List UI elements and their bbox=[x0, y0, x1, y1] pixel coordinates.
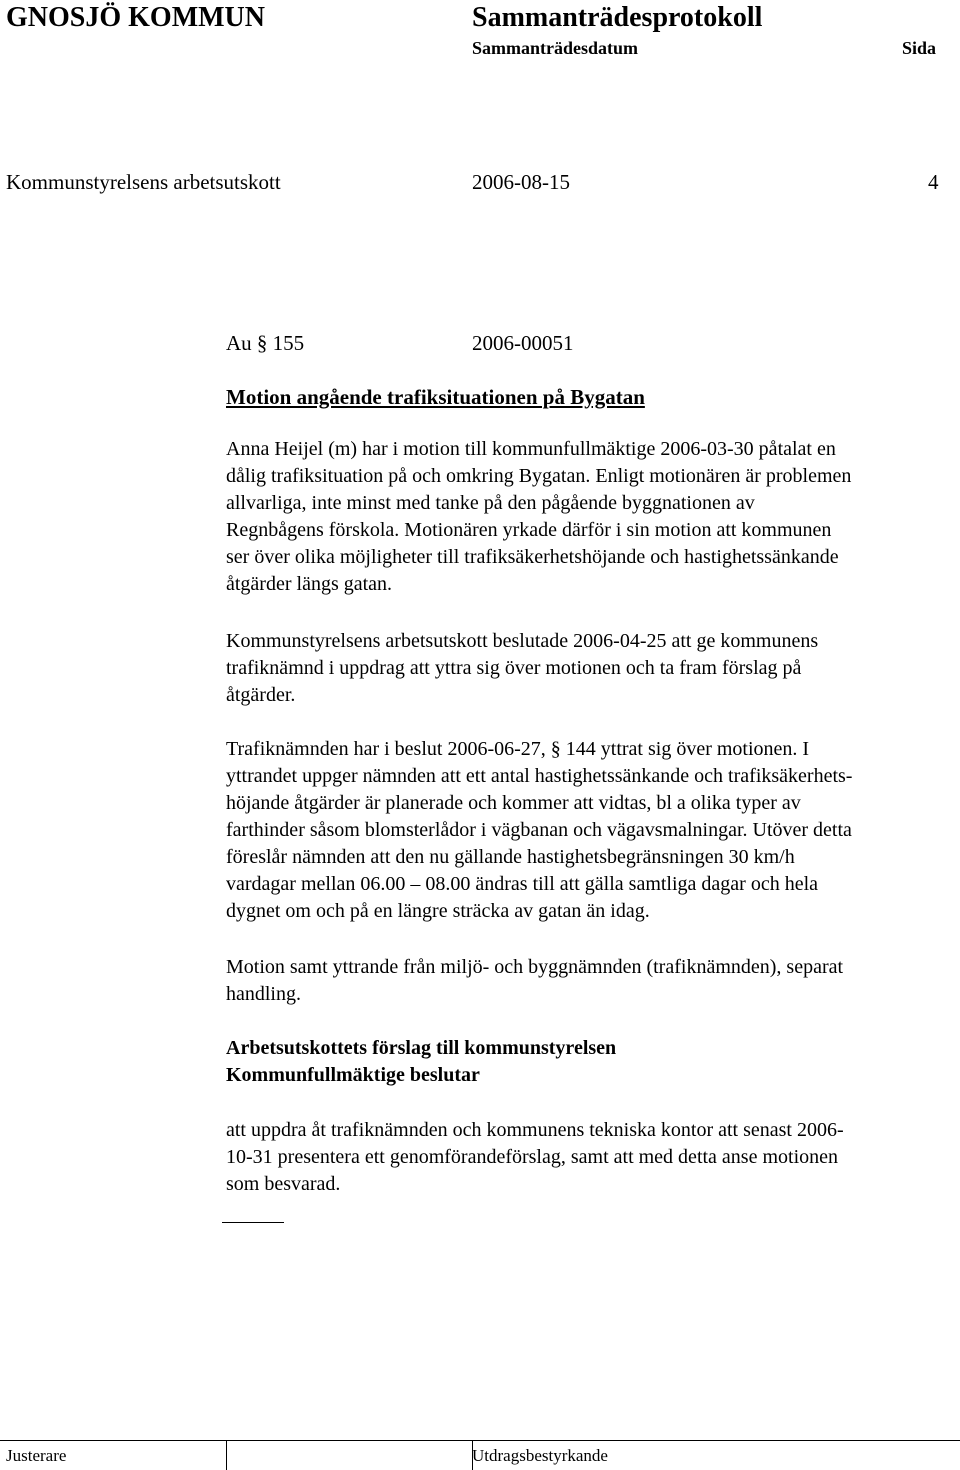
municipality-name: GNOSJÖ KOMMUN bbox=[6, 2, 265, 33]
text-line: åtgärder längs gatan. bbox=[226, 573, 393, 595]
text-line: Motion samt yttrande från miljö- och byggnämnden (trafiknämnden), separat bbox=[226, 956, 844, 978]
proposal-text bbox=[226, 1117, 946, 1198]
text-line: dålig trafiksituation på och omkring Bygatan. Enligt motionären är problemen bbox=[226, 465, 852, 487]
text-line: allvarliga, inte minst med tanke på den pågående byggnationen av bbox=[226, 492, 755, 514]
meeting-date: 2006-08-15 bbox=[472, 170, 570, 194]
footer-adjuster-label: Justerare bbox=[6, 1446, 67, 1465]
text-line: ser över olika möjligheter till trafiksäkerhetshöjande och hastighetssänkande bbox=[226, 546, 839, 568]
page-label: Sida bbox=[902, 38, 937, 58]
text-line: farthinder såsom blomsterlådor i vägbanan och vägavsmalningar. Utöver detta bbox=[226, 819, 852, 841]
text-line: som besvarad. bbox=[226, 1173, 341, 1195]
paragraph-attachments bbox=[226, 954, 946, 1008]
proposal-heading-line: Arbetsutskottets förslag till kommunstyrelsen bbox=[226, 1037, 617, 1059]
text-line: Trafiknämnden har i beslut 2006-06-27, § 144 yttrat sig över motionen. I bbox=[226, 738, 810, 760]
paragraph-motion bbox=[226, 436, 946, 598]
text-line: föreslår nämnden att den nu gällande hastighetsbegränsningen 30 km/h bbox=[226, 846, 795, 868]
footer-separator bbox=[226, 1440, 227, 1470]
text-line: trafiknämnd i uppdrag att yttra sig över motionen och ta fram förslag på bbox=[226, 657, 802, 679]
footer-rule bbox=[0, 1440, 960, 1441]
decision-heading-line: Kommunfullmäktige beslutar bbox=[226, 1064, 480, 1086]
text-line: 10-31 presentera ett genomförandeförslag, samt att med detta anse motionen bbox=[226, 1146, 839, 1168]
text-line: åtgärder. bbox=[226, 684, 296, 706]
text-line: yttrandet uppger nämnden att ett antal hastighetssänkande och trafiksäkerhets- bbox=[226, 765, 853, 787]
date-label: Sammanträdesdatum bbox=[472, 38, 639, 58]
text-line: att uppdra åt trafiknämnden och kommunens tekniska kontor att senast 2006- bbox=[226, 1119, 844, 1141]
committee-name: Kommunstyrelsens arbetsutskott bbox=[6, 170, 281, 194]
case-number: 2006-00051 bbox=[472, 331, 574, 355]
closing-rule bbox=[222, 1222, 284, 1223]
text-line: dygnet om och på en längre sträcka av gatan än idag. bbox=[226, 900, 650, 922]
document-type: Sammanträdesprotokoll bbox=[472, 2, 763, 33]
paragraph-committee-decision bbox=[226, 628, 946, 709]
proposal-heading bbox=[226, 1035, 946, 1089]
text-line: handling. bbox=[226, 983, 301, 1005]
text-line: Kommunstyrelsens arbetsutskott beslutade 2006-04-25 att ge kommunens bbox=[226, 630, 819, 652]
paragraph-traffic-board-statement bbox=[226, 736, 946, 925]
case-title: Motion angående trafiksituationen på Bygatan bbox=[226, 385, 645, 409]
text-line: Anna Heijel (m) har i motion till kommunfullmäktige 2006-03-30 påtalat en bbox=[226, 438, 836, 460]
text-line: vardagar mellan 06.00 – 08.00 ändras till att gälla samtliga dagar och hela bbox=[226, 873, 819, 895]
text-line: höjande åtgärder är planerade och kommer att vidtas, bl a olika typer av bbox=[226, 792, 801, 814]
page-number: 4 bbox=[928, 170, 939, 194]
footer-certification-label: Utdragsbestyrkande bbox=[472, 1446, 608, 1465]
paragraph-number: Au § 155 bbox=[226, 331, 305, 355]
text-line: Regnbågens förskola. Motionären yrkade därför i sin motion att kommunen bbox=[226, 519, 832, 541]
